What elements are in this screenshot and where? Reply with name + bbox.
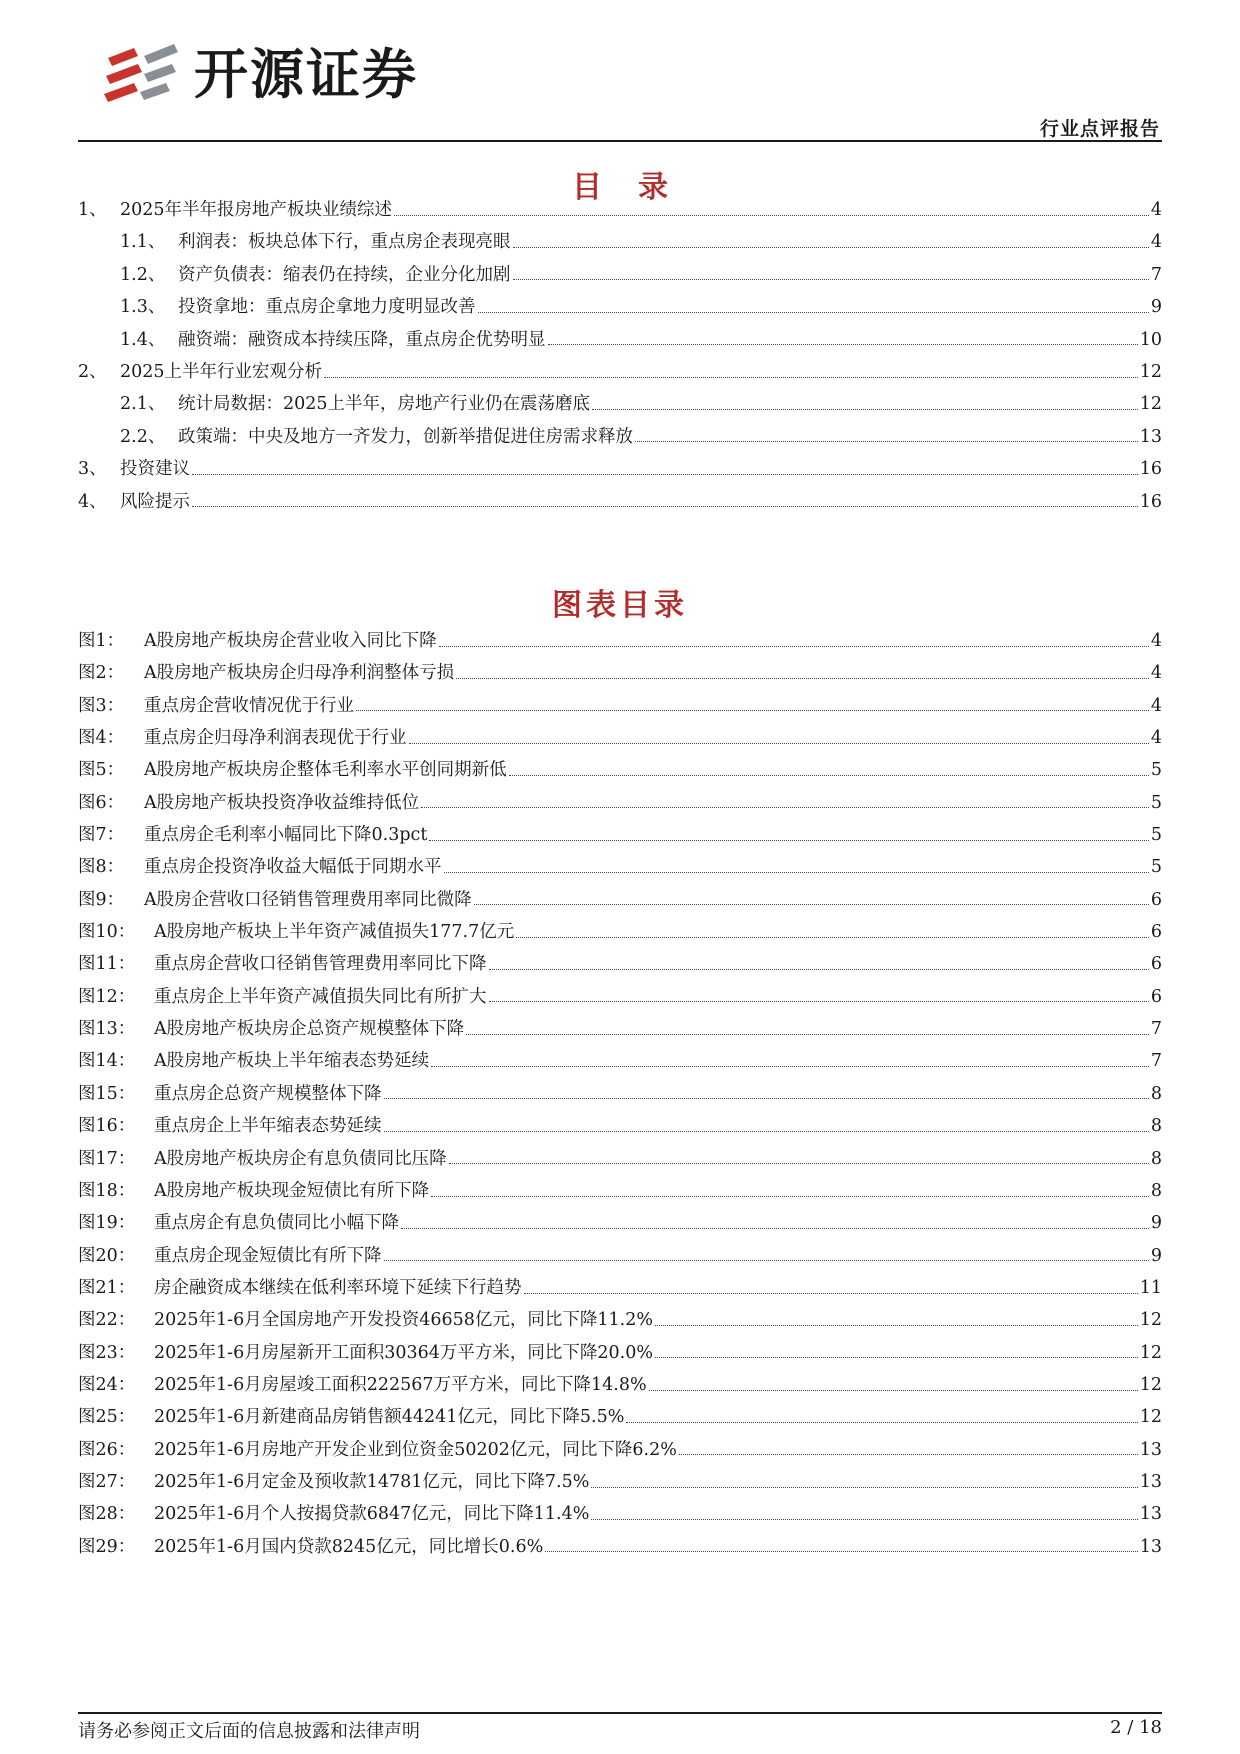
toc-entry[interactable] [78, 324, 1162, 356]
figure-entry-number: 图2： [78, 663, 125, 684]
dot-leader [192, 506, 1138, 507]
figure-entry-page: 8 [1150, 1180, 1162, 1201]
figure-entry-number: 图10： [78, 922, 136, 943]
figure-entry[interactable] [78, 851, 1162, 883]
figure-entry-title: A股房地产板块上半年资产减值损失177.7亿元 [154, 922, 515, 943]
toc-entry-title: 风险提示 [120, 491, 190, 512]
dot-leader [474, 904, 1149, 905]
figure-entry-title: 重点房企总资产规模整体下降 [154, 1083, 382, 1104]
figure-entry-number: 图27： [78, 1471, 136, 1492]
figure-entry-page: 9 [1150, 1245, 1162, 1266]
figure-entry-title: 重点房企营收口径销售管理费用率同比下降 [154, 954, 487, 975]
figure-entry[interactable] [78, 1207, 1162, 1239]
toc-entry[interactable] [78, 291, 1162, 323]
figure-entry-title: A股房地产板块投资净收益维持低位 [144, 792, 420, 813]
toc-entry-title: 投资拿地：重点房企拿地力度明显改善 [178, 297, 476, 318]
figure-entry-title: 2025年1-6月个人按揭贷款6847亿元，同比下降11.4% [154, 1504, 590, 1525]
figures-list [78, 625, 1162, 1563]
figure-entry-title: 重点房企营收情况优于行业 [144, 695, 354, 716]
dot-leader [591, 1519, 1137, 1520]
figure-entry[interactable] [78, 754, 1162, 786]
toc-entry-page: 4 [1150, 232, 1162, 253]
figure-entry[interactable] [78, 625, 1162, 657]
figure-entry-title: A股房地产板块上半年缩表态势延续 [154, 1051, 430, 1072]
dot-leader [394, 215, 1149, 216]
toc-entry-title: 资产负债表：缩表仍在持续，企业分化加剧 [178, 264, 511, 285]
figure-entry-number: 图13： [78, 1019, 136, 1040]
figure-entry-page: 6 [1150, 922, 1162, 943]
figure-entry[interactable] [78, 787, 1162, 819]
dot-leader [655, 1357, 1138, 1358]
figure-entry[interactable] [78, 1175, 1162, 1207]
report-type-label: 行业点评报告 [1039, 118, 1160, 140]
figure-entry[interactable] [78, 722, 1162, 754]
figure-entry-page: 12 [1139, 1374, 1162, 1395]
figure-entry-number: 图11： [78, 954, 136, 975]
toc-entry[interactable] [78, 259, 1162, 291]
dot-leader [449, 1163, 1149, 1164]
figure-entry-page: 9 [1150, 1213, 1162, 1234]
toc-heading: 目录 [572, 170, 704, 205]
toc-entry-title: 2025年半年报房地产板块业绩综述 [120, 200, 393, 220]
dot-leader [466, 1034, 1149, 1035]
figure-entry-page: 8 [1150, 1116, 1162, 1137]
figure-entry-title: 重点房企上半年缩表态势延续 [154, 1116, 382, 1137]
brand-logo [104, 40, 418, 110]
toc-entry-title: 政策端：中央及地方一齐发力，创新举措促进住房需求释放 [178, 426, 633, 447]
figure-entry[interactable] [78, 1110, 1162, 1142]
figure-entry-number: 图17： [78, 1148, 136, 1169]
dot-leader [513, 279, 1149, 280]
figure-entry-title: 2025年1-6月房地产开发企业到位资金50202亿元，同比下降6.2% [154, 1439, 677, 1460]
toc-entry-page: 4 [1150, 200, 1162, 220]
figure-entry-number: 图3： [78, 695, 125, 716]
figure-entry[interactable] [78, 1143, 1162, 1175]
figure-entry-page: 13 [1139, 1439, 1162, 1460]
figure-entry-number: 图22： [78, 1310, 136, 1331]
dot-leader [635, 441, 1138, 442]
figure-entry-title: 房企融资成本继续在低利率环境下延续下行趋势 [154, 1277, 522, 1298]
figure-entry[interactable] [78, 1304, 1162, 1336]
figure-entry-page: 4 [1150, 631, 1162, 651]
figure-entry-page: 13 [1139, 1536, 1162, 1557]
figure-entry-number: 图24： [78, 1374, 136, 1395]
toc-entry-number: 2.2、 [120, 426, 166, 447]
figure-entry-page: 6 [1150, 954, 1162, 975]
toc-entry-page: 12 [1139, 394, 1162, 415]
figure-entry-number: 图8： [78, 857, 125, 878]
figure-entry-number: 图7： [78, 825, 125, 846]
dot-leader [401, 1228, 1149, 1229]
figure-entry-page: 4 [1150, 728, 1162, 749]
dot-leader [548, 344, 1138, 345]
figure-entry-title: A股房地产板块房企总资产规模整体下降 [154, 1019, 465, 1040]
figure-entry[interactable] [78, 1272, 1162, 1304]
figure-entry-title: 重点房企上半年资产减值损失同比有所扩大 [154, 986, 487, 1007]
figure-entry-title: A股房地产板块房企营业收入同比下降 [144, 631, 437, 651]
toc-entry-title: 2025上半年行业宏观分析 [120, 361, 323, 382]
toc-entry[interactable] [78, 486, 1162, 518]
figure-entry[interactable] [78, 1045, 1162, 1077]
figure-entry-page: 13 [1139, 1504, 1162, 1525]
figure-entry[interactable] [78, 1078, 1162, 1110]
figure-entry-number: 图1： [78, 631, 125, 651]
figure-entry-page: 5 [1150, 825, 1162, 846]
figure-entry-title: 2025年1-6月房屋竣工面积222567万平方米，同比下降14.8% [154, 1374, 647, 1395]
figure-entry-page: 8 [1150, 1083, 1162, 1104]
toc-entry[interactable] [78, 194, 1162, 226]
brand-name: 开源证券 [194, 43, 418, 106]
figure-entry-page: 7 [1150, 1019, 1162, 1040]
dot-leader [626, 1422, 1137, 1423]
figure-entry-number: 图21： [78, 1277, 136, 1298]
toc-entry-number: 1.1、 [120, 232, 166, 253]
figure-entry-title: 重点房企投资净收益大幅低于同期水平 [144, 857, 442, 878]
toc-entry-page: 12 [1139, 361, 1162, 382]
toc-entry-title: 利润表：板块总体下行，重点房企表现亮眼 [178, 232, 511, 253]
figure-entry-number: 图25： [78, 1407, 136, 1428]
toc-entry-number: 4、 [78, 491, 107, 512]
toc-entry[interactable] [78, 453, 1162, 485]
figure-entry-number: 图16： [78, 1116, 136, 1137]
figure-entry-page: 8 [1150, 1148, 1162, 1169]
toc-entry[interactable] [78, 226, 1162, 258]
toc-entry-number: 1.3、 [120, 297, 166, 318]
figure-entry[interactable] [78, 1013, 1162, 1045]
toc-entry-number: 1、 [78, 200, 107, 220]
dot-leader [384, 1131, 1149, 1132]
figure-entry[interactable] [78, 1434, 1162, 1466]
figure-entry-number: 图6： [78, 792, 125, 813]
figure-entry-number: 图9： [78, 889, 125, 910]
figure-entry-title: 重点房企归母净利润表现优于行业 [144, 728, 407, 749]
figure-entry-title: A股房地产板块房企有息负债同比压降 [154, 1148, 447, 1169]
figure-entry-page: 11 [1139, 1277, 1162, 1298]
figure-entry-number: 图26： [78, 1439, 136, 1460]
figure-entry-title: A股房地产板块房企归母净利润整体亏损 [144, 663, 455, 684]
figure-entry[interactable] [78, 1498, 1162, 1530]
figure-entry[interactable] [78, 690, 1162, 722]
toc-entry-title: 统计局数据：2025上半年，房地产行业仍在震荡磨底 [178, 394, 591, 415]
dot-leader [513, 247, 1149, 248]
toc-entry-number: 3、 [78, 459, 107, 480]
figure-entry[interactable] [78, 884, 1162, 916]
figure-entry-page: 6 [1150, 986, 1162, 1007]
figure-entry-page: 5 [1150, 857, 1162, 878]
figure-entry-page: 13 [1139, 1471, 1162, 1492]
toc-entry-number: 2.1、 [120, 394, 166, 415]
figure-entry-page: 12 [1139, 1310, 1162, 1331]
dot-leader [431, 1196, 1149, 1197]
dot-leader [409, 743, 1149, 744]
dot-leader [429, 840, 1148, 841]
figure-entry-title: 2025年1-6月新建商品房销售额44241亿元，同比下降5.5% [154, 1407, 625, 1428]
figure-entry-title: 2025年1-6月国内贷款8245亿元，同比增长0.6% [154, 1536, 544, 1557]
dot-leader [489, 969, 1149, 970]
figure-entry-title: 2025年1-6月全国房地产开发投资46658亿元，同比下降11.2% [154, 1310, 653, 1331]
dot-leader [439, 646, 1149, 647]
figure-entry-page: 12 [1139, 1342, 1162, 1363]
toc-entry-page: 16 [1139, 459, 1162, 480]
dot-leader [384, 1260, 1149, 1261]
figure-entry[interactable] [78, 657, 1162, 689]
toc-entry-number: 1.4、 [120, 329, 166, 350]
figure-entry[interactable] [78, 916, 1162, 948]
figure-entry[interactable] [78, 1401, 1162, 1433]
figure-entry-number: 图18： [78, 1180, 136, 1201]
figure-entry-title: 重点房企现金短债比有所下降 [154, 1245, 382, 1266]
dot-leader [421, 807, 1149, 808]
figure-entry[interactable] [78, 819, 1162, 851]
toc-entry-page: 10 [1139, 329, 1162, 350]
page-number: 2 / 18 [1110, 1717, 1162, 1738]
dot-leader [384, 1098, 1149, 1099]
figure-entry-number: 图29： [78, 1536, 136, 1557]
dot-leader [431, 1066, 1149, 1067]
figure-entry-title: 重点房企有息负债同比小幅下降 [154, 1213, 399, 1234]
dot-leader [679, 1454, 1138, 1455]
figure-entry[interactable] [78, 1369, 1162, 1401]
dot-leader [592, 409, 1138, 410]
figure-entry-page: 4 [1150, 695, 1162, 716]
dot-leader [516, 937, 1149, 938]
toc-entry[interactable] [78, 421, 1162, 453]
figures-heading: 图表目录 [552, 588, 688, 623]
toc-entry-page: 13 [1139, 426, 1162, 447]
figure-entry-number: 图23： [78, 1342, 136, 1363]
figure-entry-page: 6 [1150, 889, 1162, 910]
figure-entry-number: 图5： [78, 760, 125, 781]
dot-leader [524, 1293, 1138, 1294]
toc-entry-title: 融资端：融资成本持续压降，重点房企优势明显 [178, 329, 546, 350]
figure-entry-title: 2025年1-6月房屋新开工面积30364万平方米，同比下降20.0% [154, 1342, 653, 1363]
dot-leader [489, 1001, 1149, 1002]
footer-divider [78, 1712, 1162, 1714]
figure-entry-title: A股房地产板块房企整体毛利率水平创同期新低 [144, 760, 507, 781]
figure-entry-number: 图20： [78, 1245, 136, 1266]
dot-leader [456, 678, 1149, 679]
dot-leader [591, 1487, 1137, 1488]
figure-entry[interactable] [78, 1240, 1162, 1272]
figure-entry-number: 图15： [78, 1083, 136, 1104]
figure-entry-page: 7 [1150, 1051, 1162, 1072]
dot-leader [356, 710, 1149, 711]
dot-leader [655, 1325, 1138, 1326]
legal-disclaimer: 请务必参阅正文后面的信息披露和法律声明 [78, 1721, 420, 1742]
header-divider [78, 140, 1162, 142]
figure-entry-number: 图12： [78, 986, 136, 1007]
toc-entry-number: 2、 [78, 361, 107, 382]
figure-entry-page: 4 [1150, 663, 1162, 684]
figure-entry-title: A股房企营收口径销售管理费用率同比微降 [144, 889, 472, 910]
toc-entry-page: 16 [1139, 491, 1162, 512]
dot-leader [649, 1390, 1138, 1391]
toc-entry[interactable] [78, 356, 1162, 388]
dot-leader [324, 377, 1138, 378]
toc-entry[interactable] [78, 388, 1162, 420]
figure-entry-title: A股房地产板块现金短债比有所下降 [154, 1180, 430, 1201]
toc-entry-number: 1.2、 [120, 264, 166, 285]
figure-entry-number: 图19： [78, 1213, 136, 1234]
dot-leader [192, 474, 1138, 475]
dot-leader [509, 775, 1149, 776]
figure-entry-page: 5 [1150, 760, 1162, 781]
figure-entry-page: 5 [1150, 792, 1162, 813]
figure-entry[interactable] [78, 981, 1162, 1013]
figure-entry-number: 图4： [78, 728, 125, 749]
dot-leader [444, 872, 1149, 873]
figure-entry-number: 图14： [78, 1051, 136, 1072]
figure-entry-title: 重点房企毛利率小幅同比下降0.3pct [144, 825, 428, 846]
toc-entry-page: 9 [1150, 297, 1162, 318]
figure-entry[interactable] [78, 1531, 1162, 1563]
brand-mark-icon [104, 42, 180, 108]
dot-leader [545, 1551, 1138, 1552]
figure-entry-title: 2025年1-6月定金及预收款14781亿元，同比下降7.5% [154, 1471, 590, 1492]
figure-entry-number: 图28： [78, 1504, 136, 1525]
figure-entry-page: 12 [1139, 1407, 1162, 1428]
toc-list [78, 194, 1162, 518]
dot-leader [478, 312, 1149, 313]
toc-entry-page: 7 [1150, 264, 1162, 285]
toc-entry-title: 投资建议 [120, 459, 190, 480]
figure-entry[interactable] [78, 1466, 1162, 1498]
figure-entry[interactable] [78, 948, 1162, 980]
figure-entry[interactable] [78, 1337, 1162, 1369]
